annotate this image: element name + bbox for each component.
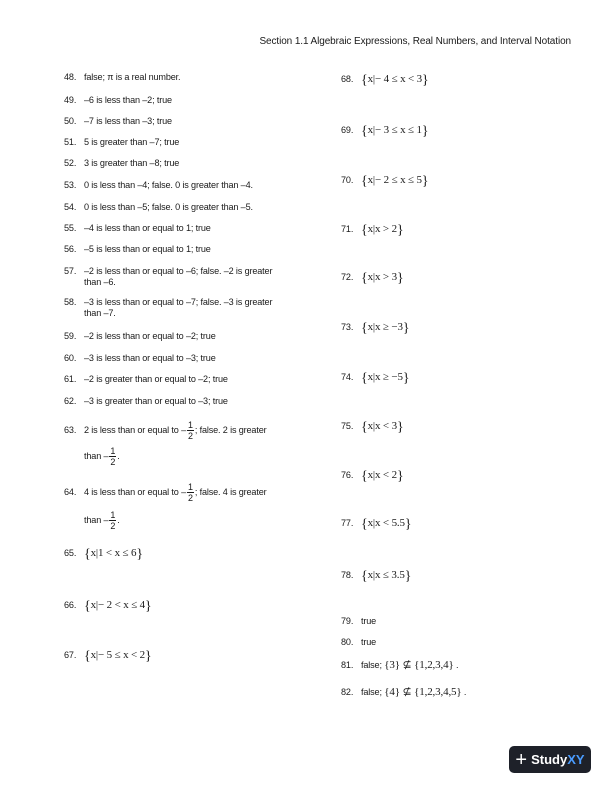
answer-72: 72. {x|x > 3}	[341, 271, 404, 286]
answer-49: 49. –6 is less than –2; true	[64, 95, 172, 105]
answer-56: 56. –5 is less than or equal to 1; true	[64, 244, 211, 254]
answer-82: 82. false; {4} ⊈ {1,2,3,4,5} .	[341, 686, 467, 698]
answer-51: 51. 5 is greater than –7; true	[64, 137, 180, 147]
answer-68: 68. {x|− 4 ≤ x < 3}	[341, 73, 429, 88]
answer-67: 67. {x|− 5 ≤ x < 2}	[64, 649, 152, 664]
studyxy-logo-badge[interactable]	[509, 746, 591, 773]
answer-71: 71. {x|x > 2}	[341, 223, 404, 238]
answer-59: 59. –2 is less than or equal to –2; true	[64, 331, 216, 341]
answer-65: 65. {x|1 < x ≤ 6}	[64, 547, 143, 562]
answer-78: 78. {x|x ≤ 3.5}	[341, 569, 412, 584]
answer-57: 57. –2 is less than or equal to –6; false. –2 is greater than –6.	[64, 266, 273, 287]
answer-77: 77. {x|x < 5.5}	[341, 517, 412, 532]
answer-58: 58. –3 is less than or equal to –7; false. –3 is greater than –7.	[64, 297, 273, 318]
answer-52: 52. 3 is greater than –8; true	[64, 158, 180, 168]
fraction: $\frac{1}{2}$	[187, 420, 193, 441]
answer-63: 63. 2 is less than or equal to – $\frac{1}{2}$ ; false. 2 is greater	[64, 420, 267, 441]
answer-79: 79. true	[341, 616, 377, 626]
answer-64: 64. 4 is less than or equal to – $\frac{1}{2}$ ; false. 4 is greater	[64, 482, 267, 503]
answer-50: 50. –7 is less than –3; true	[64, 116, 172, 126]
answer-64-continued: than – $\frac{1}{2}$ .	[84, 510, 120, 531]
answer-81: 81. false; {3} ⊈ {1,2,3,4} .	[341, 659, 459, 671]
answer-48: 48. false; π is a real number.	[64, 72, 181, 82]
fraction: $\frac{1}{2}$	[187, 482, 193, 503]
answer-76: 76. {x|x < 2}	[341, 469, 404, 484]
page-header: Section 1.1 Algebraic Expressions, Real Numbers, and Interval Notation	[259, 36, 571, 47]
answer-62: 62. –3 is greater than or equal to –3; true	[64, 396, 228, 406]
answer-69: 69. {x|− 3 ≤ x ≤ 1}	[341, 124, 429, 139]
answer-80: 80. true	[341, 637, 377, 647]
answer-73: 73. {x|x ≥ −3}	[341, 321, 410, 336]
fraction: $\frac{1}{2}$	[110, 510, 116, 531]
answer-54: 54. 0 is less than –5; false. 0 is greater than –5.	[64, 202, 253, 212]
answer-75: 75. {x|x < 3}	[341, 420, 404, 435]
answer-74: 74. {x|x ≥ −5}	[341, 371, 410, 386]
answer-53: 53. 0 is less than –4; false. 0 is greater than –4.	[64, 180, 253, 190]
answer-55: 55. –4 is less than or equal to 1; true	[64, 223, 211, 233]
brand-name: StudyXY	[531, 752, 585, 767]
answer-60: 60. –3 is less than or equal to –3; true	[64, 353, 216, 363]
plus-icon: +	[515, 748, 528, 771]
fraction: $\frac{1}{2}$	[110, 446, 116, 467]
answer-66: 66. {x|− 2 < x ≤ 4}	[64, 599, 152, 614]
answer-61: 61. –2 is greater than or equal to –2; true	[64, 374, 228, 384]
answer-63-continued: than – $\frac{1}{2}$ .	[84, 446, 120, 467]
answer-70: 70. {x|− 2 ≤ x ≤ 5}	[341, 174, 429, 189]
